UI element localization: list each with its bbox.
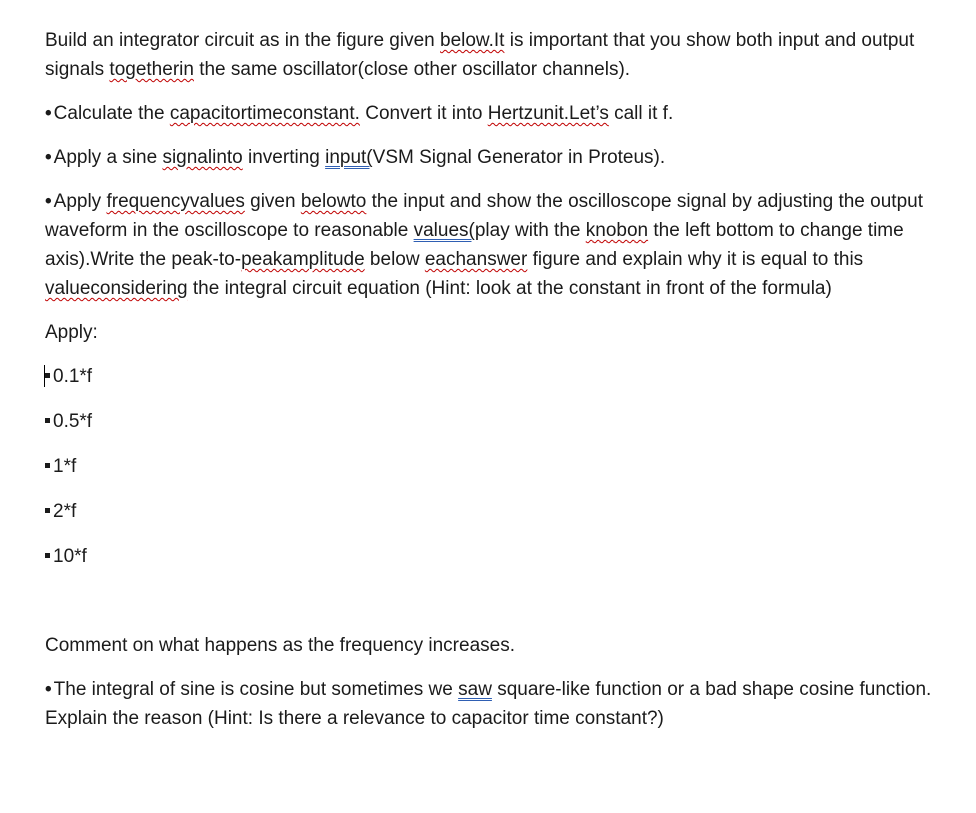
frequency-item[interactable]	[45, 407, 945, 436]
text-run: Apply	[53, 191, 107, 212]
spelling-error[interactable]: belowto	[300, 191, 367, 212]
text-run: the integral circuit equation (Hint: look at the constant in front of the formula)	[187, 278, 832, 299]
comment-paragraph[interactable]: Comment on what happens as the frequency increases.	[45, 635, 515, 656]
bullet-integral-explanation[interactable]	[45, 675, 945, 733]
spelling-error[interactable]: capacitortimeconstant.	[169, 103, 360, 124]
text-run: Build an integrator circuit as in the figure given	[45, 30, 440, 51]
text-run: the left bottom to change time axis).Write the peak-to-	[45, 220, 904, 270]
frequency-value: 0.5*f	[53, 411, 93, 432]
bullet-sine-signal[interactable]	[45, 143, 945, 172]
document-page[interactable]	[45, 26, 945, 748]
text-run: square-like function or a bad shape cosine function. Explain the reason (Hint: Is there a relevance to capacitor time constant?)	[45, 679, 932, 729]
text-run: Apply a sine	[53, 147, 163, 168]
frequency-value: 2*f	[53, 501, 77, 522]
spelling-error[interactable]: valueconsidering	[45, 278, 188, 299]
text-run: call it f.	[608, 103, 674, 124]
spelling-error[interactable]: Hertzunit.Let’s	[487, 103, 609, 124]
spelling-error[interactable]: frequencyvalues	[106, 191, 245, 212]
spelling-error[interactable]: peakamplitude	[241, 249, 365, 270]
bullet-frequency-values[interactable]	[45, 187, 945, 303]
text-run: is important that you show both input and output signals	[45, 30, 915, 80]
apply-label[interactable]: Apply:	[45, 322, 98, 343]
spelling-error[interactable]: togetherin	[109, 59, 194, 80]
bullet-time-constant[interactable]	[45, 99, 945, 128]
text-run: the same oscillator(close other oscillator channels).	[193, 59, 631, 80]
frequency-item[interactable]	[45, 497, 945, 526]
frequency-value: 10*f	[53, 546, 87, 567]
spelling-error[interactable]: knobon	[585, 220, 649, 241]
frequency-item[interactable]	[45, 452, 945, 481]
text-cursor	[44, 365, 45, 387]
text-run: given	[244, 191, 301, 212]
text-run: The integral of sine is cosine but sometimes we	[53, 679, 459, 700]
text-run: inverting	[242, 147, 326, 168]
frequency-item[interactable]	[45, 362, 945, 391]
frequency-value: 1*f	[53, 456, 77, 477]
text-run: Calculate the	[53, 103, 170, 124]
text-run: play with the	[474, 220, 586, 241]
intro-paragraph[interactable]	[45, 26, 945, 84]
text-run: below	[364, 249, 425, 270]
text-run: figure and explain why it is equal to this	[527, 249, 864, 270]
empty-paragraph[interactable]	[45, 587, 945, 631]
grammar-error[interactable]: saw	[458, 679, 492, 700]
text-run: Convert it into	[359, 103, 488, 124]
spelling-error[interactable]: eachanswer	[424, 249, 528, 270]
frequency-value: 0.1*f	[53, 366, 93, 387]
frequency-item[interactable]	[45, 542, 945, 571]
grammar-error[interactable]: input(	[325, 147, 373, 168]
grammar-error[interactable]: values(	[413, 220, 475, 241]
text-run: the input and show the oscilloscope signal by adjusting the output waveform in the oscilloscope to reasonable	[45, 191, 923, 241]
spelling-error[interactable]: below.It	[440, 30, 505, 51]
spelling-error[interactable]: signalinto	[162, 147, 243, 168]
text-run: VSM Signal Generator in Proteus).	[372, 147, 666, 168]
